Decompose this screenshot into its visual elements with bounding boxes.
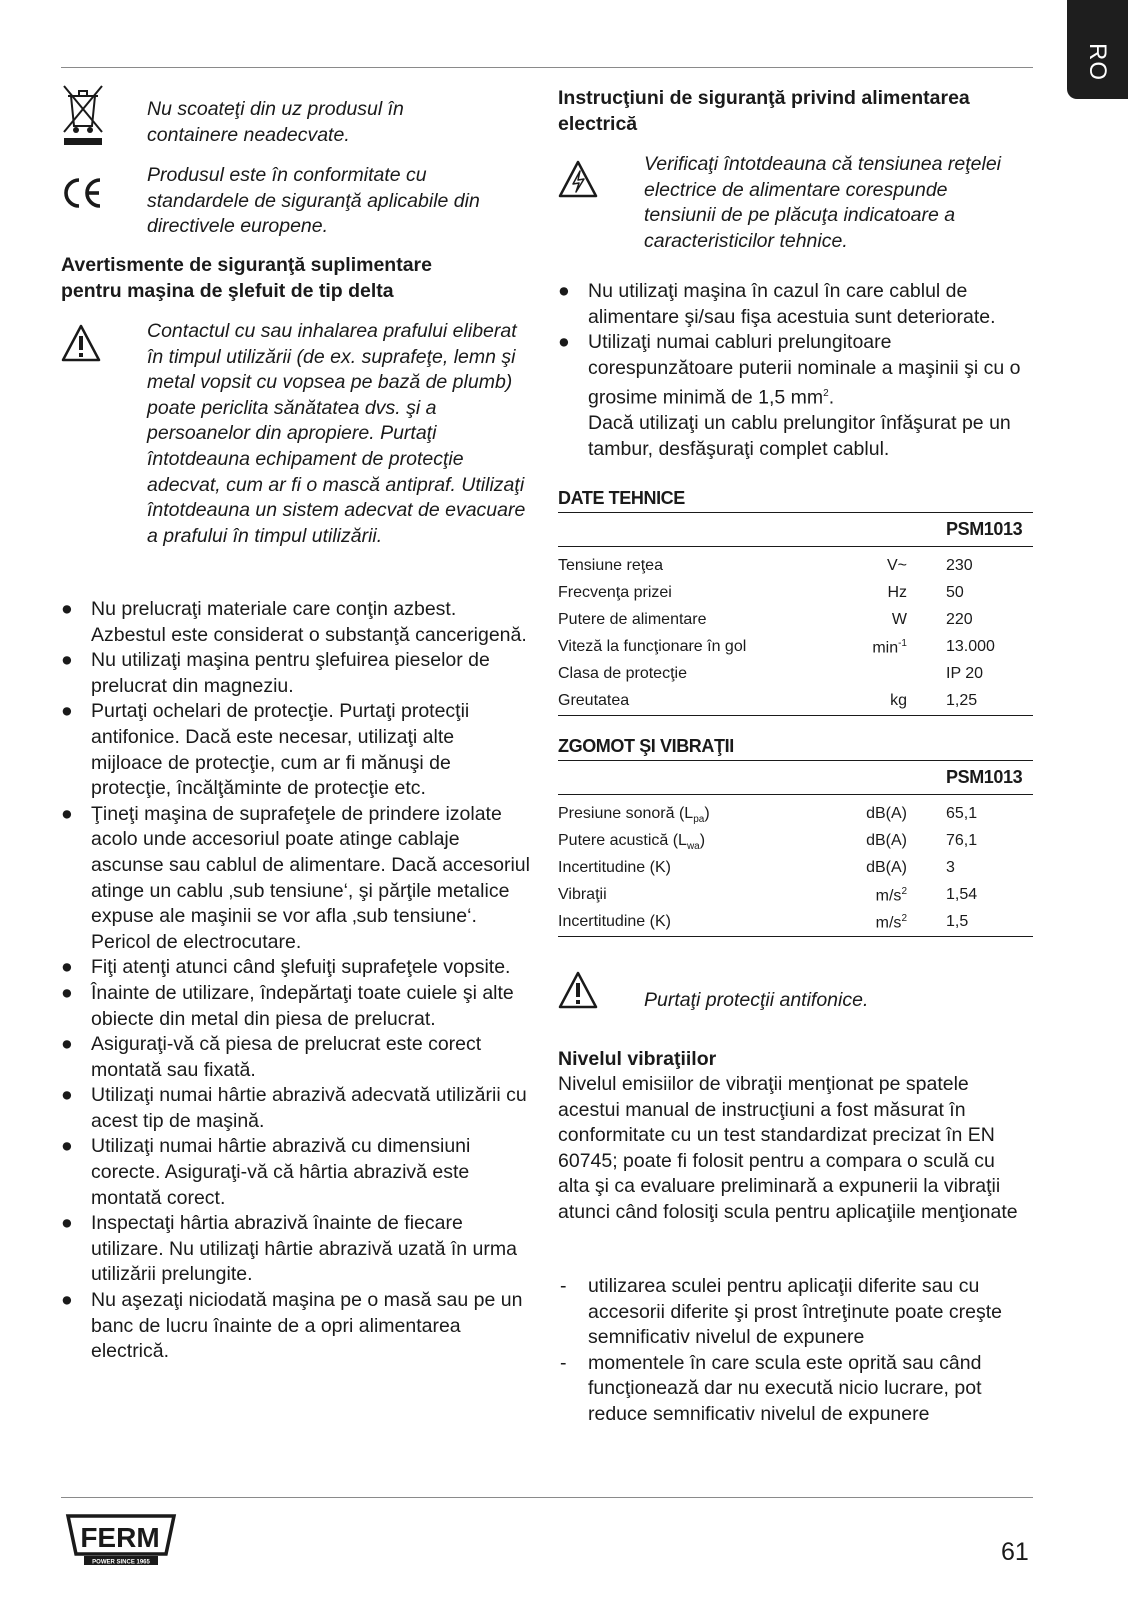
- dust-warning-text: Contactul cu sau inhalarea prafului eliberat în timpul utilizării (de ex. suprafeţe, lemn şi metal vopsit cu vopsea pe bază de plumb) poate periclita sănătatea dvs. şi a persoanelor din apropiere. Purtaţi întotdeauna echipament de protecţie adecvat, cum ar fi o mască antipraf. Utilizaţi întotdeauna un sistem adecvat de evacuare a prafului în timpul utilizării.: [147, 320, 526, 547]
- language-code: RO: [1084, 43, 1111, 81]
- ce-mark-icon: [60, 176, 104, 210]
- list-item: ● Purtaţi ochelari de protecţie. Purtaţi protecţii antifonice. Dacă este necesar, utilizaţi alte mijloace de protecţie, cum ar fi mănuşi de protecţie, încălţăminte de protecţie etc.: [61, 700, 470, 800]
- power-supply-heading: Instrucţiuni de siguranţă privind alimentarea electrică: [558, 87, 970, 135]
- list-item: ● Nu aşezaţi niciodată maşina pe o masă sau pe un banc de lucru înainte de a opri alimentarea electrică.: [61, 1289, 523, 1363]
- weee-bin-icon: [60, 82, 106, 146]
- vibration-level-text: Nivelul emisiilor de vibraţii menţionat pe spatele acestui manual de instrucţiuni a fost măsurat în conformitate cu un test standardizat precizat în EN 60745; poate fi folosit pentru a compara o sculă cu alta şi ca evaluare preliminară a expunerii la vibraţii atunci când folosiţi scula pentru aplicaţiile menţionate: [558, 1073, 1018, 1223]
- table-row: Incertitudine (K) dB(A) 3: [558, 859, 955, 876]
- table-row: Frecvenţa prizei Hz 50: [558, 584, 964, 601]
- warning-triangle-icon: [557, 970, 599, 1010]
- list-item: - momentele în care scula este oprită sau când funcţionează dar nu execută nicio lucrare, pot reduce semnificativ nivelul de expunere: [560, 1351, 982, 1425]
- delta-sander-warnings-heading: Avertismente de siguranţă suplimentare pentru maşina de şlefuit de tip delta: [61, 254, 432, 302]
- list-item: ● Nu utilizaţi maşina pentru şlefuirea pieselor de prelucrat din magneziu.: [61, 649, 490, 697]
- table-row: Greutatea kg 1,25: [558, 692, 978, 709]
- tech-data-title: DATE TEHNICE: [558, 488, 685, 508]
- disposal-text: Nu scoateţi din uz produsul în containere neadecvate.: [147, 98, 404, 146]
- noise-title: ZGOMOT ŞI VIBRAŢII: [558, 736, 734, 756]
- tech-data-table: [558, 488, 1033, 716]
- tech-model: PSM1013: [946, 519, 1023, 539]
- warning-triangle-icon: [60, 323, 102, 363]
- list-item: ● Nu utilizaţi maşina în cazul în care cablul de alimentare şi/sau fişa acestuia sunt deteriorate.: [558, 280, 996, 328]
- ferm-logo: [62, 1514, 178, 1571]
- table-row: Putere de alimentare W 220: [558, 611, 973, 628]
- list-item: ● Utilizaţi numai hârtie abrazivă cu dimensiuni corecte. Asiguraţi-vă că hârtia abrazivă este montată corect.: [61, 1135, 471, 1209]
- top-rule: [61, 67, 1033, 68]
- list-item: - utilizarea sculei pentru aplicaţii diferite sau cu accesorii diferite şi prost întreţinute poate creşte semnificativ nivelul de expunere: [560, 1275, 1003, 1349]
- power-bullet-list: [558, 279, 1033, 463]
- list-item: ● Inspectaţi hârtia abrazivă înainte de fiecare utilizare. Nu utilizaţi hârtie abrazivă uzată în urma utilizării prelungite.: [61, 1212, 517, 1286]
- table-row: Viteză la funcţionare în gol $\min^{-1}$ 13.000: [558, 638, 995, 657]
- language-tab: [1067, 0, 1128, 99]
- table-row: Presiune sonoră $(L_{pa})$ dB(A) 65,1: [558, 805, 978, 826]
- list-item: ● Utilizaţi numai cabluri prelungitoare corespunzătoare puterii nominale a maşinii şi cu o grosime minimă de 1,5 $mm^2$. Dacă utilizaţi un cablu prelungitor înfăşurat pe un tambur, desfăşuraţi complet cablul.: [558, 331, 1021, 461]
- voltage-check-text: Verificaţi întotdeauna că tensiunea reţelei electrice de alimentare corespunde tensiunii de pe plăcuţa indicatoare a caracteristicilor tehnice.: [644, 153, 1002, 252]
- logo-text: FERM: [80, 1522, 160, 1553]
- footer-rule: [61, 1497, 1033, 1498]
- table-row: Vibraţii $m/s^2$ 1,54: [558, 886, 978, 905]
- page-number: 61: [1001, 1538, 1029, 1566]
- logo-tagline: POWER SINCE 1965: [92, 1559, 150, 1566]
- list-item: ● Înainte de utilizare, îndepărtaţi toate cuiele şi alte obiecte din metal din piesa de prelucrat.: [61, 981, 514, 1030]
- conformity-text: Produsul este în conformitate cu standardele de siguranţă aplicabile din directivele europene.: [147, 164, 480, 238]
- table-row: Putere acustică $(L_{wa})$ dB(A) 76,1: [558, 832, 978, 853]
- list-item: ● Utilizaţi numai hârtie abrazivă adecvată utilizării cu acest tip de maşină.: [61, 1084, 527, 1132]
- electric-hazard-icon: [557, 159, 599, 199]
- list-item: ● Asiguraţi-vă că piesa de prelucrat este corect montată sau fixată.: [61, 1033, 482, 1081]
- list-item: ● Fiţi atenţi atunci când şlefuiţi suprafeţele vopsite.: [61, 956, 511, 979]
- table-row: Tensiune reţea V~ 230: [558, 557, 973, 574]
- vibration-dash-list: [558, 1274, 1033, 1428]
- vibration-level-heading: Nivelul vibraţiilor: [558, 1048, 717, 1070]
- hearing-protection-text: Purtaţi protecţii antifonice.: [644, 989, 869, 1011]
- safety-bullet-list: [61, 597, 531, 1365]
- list-item: ● Nu prelucraţi materiale care conţin azbest. Azbestul este considerat o substanţă cancerigenă.: [61, 598, 527, 646]
- list-item: ● Ţineţi maşina de suprafeţele de prindere izolate acolo unde accesoriul poate atinge cablaje ascunse sau cablul de alimentare. Dacă accesoriul atinge un cablu ‚sub tensiune‘, şi părţile metalice expuse ale maşinii se vor afla ‚sub tensiune‘. Pericol de electrocutare.: [61, 802, 530, 953]
- noise-model: PSM1013: [946, 767, 1023, 787]
- table-row: Clasa de protecţie IP 20: [558, 665, 984, 682]
- noise-vibration-table: [558, 736, 1033, 937]
- table-row: Incertitudine (K) $m/s^2$ 1,5: [558, 913, 969, 932]
